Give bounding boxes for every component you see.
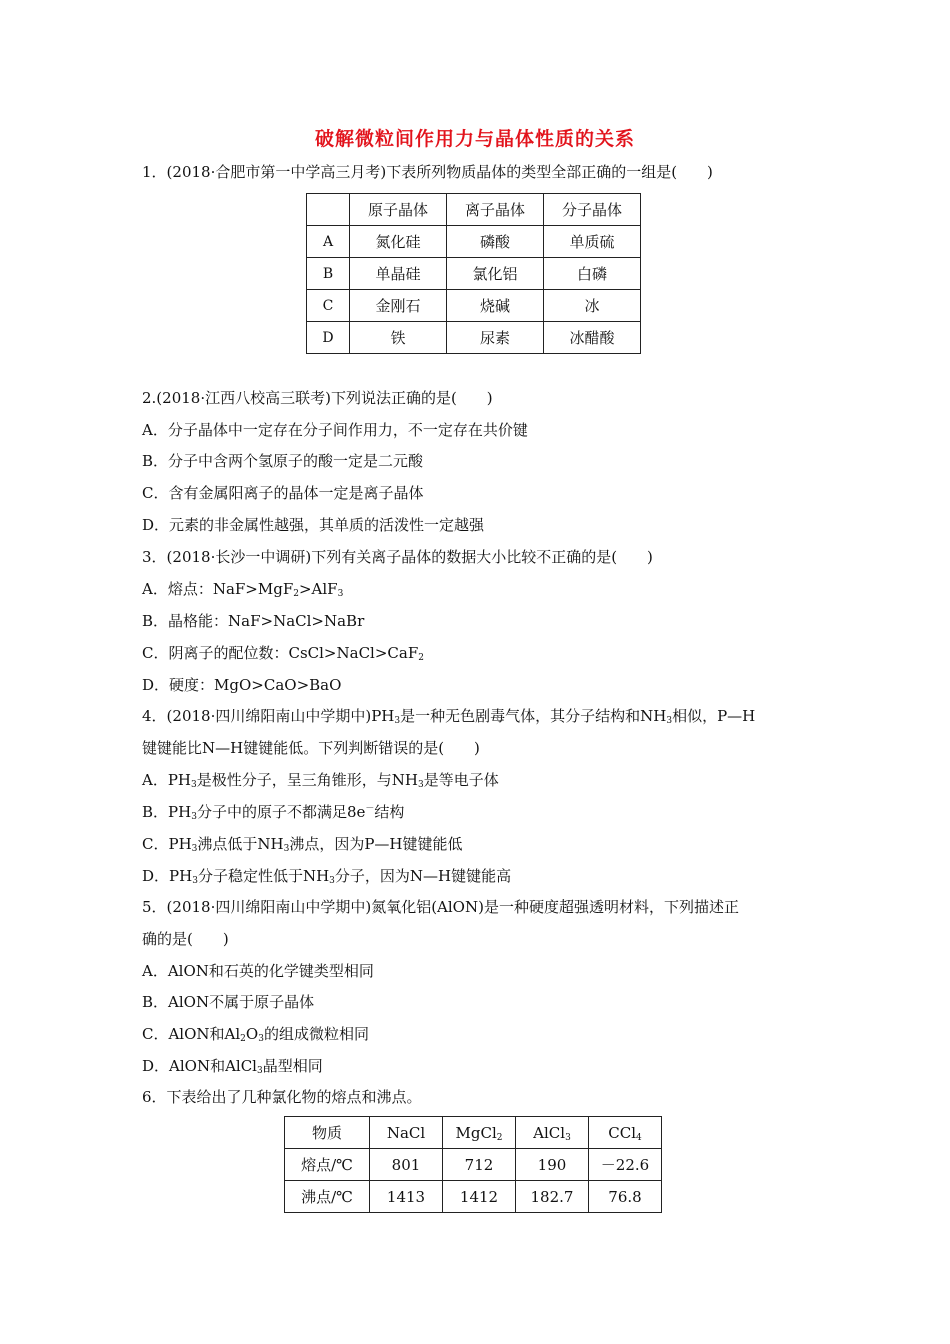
table-cell: 712 [443, 1149, 516, 1181]
text-segment: 结构 [374, 803, 405, 821]
table-cell: 沸点/℃ [285, 1181, 370, 1213]
table-header-cell: 原子晶体 [350, 194, 447, 226]
text-segment: D．AlON和AlCl [142, 1057, 257, 1075]
table-cell: C [307, 290, 350, 322]
q5-option-c [142, 1024, 369, 1044]
table-cell: D [307, 322, 350, 354]
q4-stem-line2: 键键能比N—H键键能低。下列判断错误的是( ) [142, 739, 480, 757]
q5-option-a: A．AlON和石英的化学键类型相同 [142, 962, 374, 980]
subscript: 2 [496, 1132, 503, 1143]
table-cell: 氯化铝 [447, 258, 544, 290]
table-header-row [285, 1117, 662, 1149]
table-cell: 冰醋酸 [544, 322, 641, 354]
table-header-cell: 离子晶体 [447, 194, 544, 226]
table-cell: 熔点/℃ [285, 1149, 370, 1181]
text-segment: 晶型相同 [262, 1057, 323, 1075]
text-segment: 的组成微粒相同 [263, 1025, 369, 1043]
text-segment: O [245, 1025, 259, 1043]
table-cell: A [307, 226, 350, 258]
table-row [307, 258, 641, 290]
q3-stem: 3．(2018·长沙一中调研)下列有关离子晶体的数据大小比较不正确的是( ) [142, 548, 653, 566]
q6-stem: 6．下表给出了几种氯化物的熔点和沸点。 [142, 1088, 422, 1106]
table-cell: 烧碱 [447, 290, 544, 322]
text-segment: 分子，因为N—H键键能高 [334, 867, 512, 885]
table-cell: 190 [516, 1149, 589, 1181]
document-title: 破解微粒间作用力与晶体性质的关系 [314, 128, 635, 150]
q1-table [306, 193, 641, 354]
subscript: 3 [192, 876, 198, 886]
q2-option-a: A．分子晶体中一定存在分子间作用力，不一定存在共价键 [142, 421, 528, 439]
subscript: 3 [337, 589, 344, 599]
subscript: 4 [636, 1132, 642, 1143]
q4-option-c [142, 834, 463, 854]
q5-option-b: B．AlON不属于原子晶体 [142, 993, 315, 1011]
q4-stem-line1 [142, 706, 755, 726]
text-segment: AlCl [533, 1123, 566, 1142]
subscript: 3 [258, 1034, 264, 1044]
subscript: 3 [565, 1132, 571, 1143]
subscript: 3 [191, 812, 197, 822]
text-segment: 相似，P—H [672, 707, 756, 725]
q1-stem: 1．(2018·合肥市第一中学高三月考)下表所列物质晶体的类型全部正确的一组是( ) [142, 163, 713, 181]
table-header-cell: 分子晶体 [544, 194, 641, 226]
text-segment: C．阴离子的配位数：CsCl>NaCl>CaF [142, 644, 419, 662]
table-cell: 76.8 [589, 1181, 662, 1213]
text-segment: 4．(2018·四川绵阳南山中学期中)PH [142, 707, 395, 725]
table-cell: 1412 [443, 1181, 516, 1213]
text-segment: 沸点低于NH [197, 835, 284, 853]
q3-option-c [142, 643, 424, 663]
text-segment: 是极性分子，呈三角锥形，与NH [196, 771, 418, 789]
table-row [307, 322, 641, 354]
table-cell: 白磷 [544, 258, 641, 290]
subscript: 3 [417, 780, 424, 790]
text-segment: >AlF [298, 580, 338, 598]
table-cell: 单晶硅 [350, 258, 447, 290]
subscript: 3 [256, 1066, 263, 1076]
q5-stem-line2: 确的是( ) [142, 930, 229, 948]
q3-option-b: B．晶格能：NaF>NaCl>NaBr [142, 612, 365, 630]
subscript: 3 [394, 716, 401, 726]
table-cell: 磷酸 [447, 226, 544, 258]
table-cell: 1413 [370, 1181, 443, 1213]
q3-option-d: D．硬度：MgO>CaO>BaO [142, 676, 342, 694]
q2-option-b: B．分子中含两个氢原子的酸一定是二元酸 [142, 452, 424, 470]
q4-option-d [142, 866, 511, 886]
subscript: 3 [666, 716, 673, 726]
q2-stem: 2.(2018·江西八校高三联考)下列说法正确的是( ) [142, 389, 493, 407]
q4-option-a [142, 770, 499, 790]
q2-option-c: C．含有金属阳离子的晶体一定是离子晶体 [142, 484, 424, 502]
subscript: 3 [191, 780, 197, 790]
table-header-cell [589, 1117, 662, 1149]
table-cell: －22.6 [589, 1149, 662, 1181]
q5-stem-line1: 5．(2018·四川绵阳南山中学期中)氮氧化铝(AlON)是一种硬度超强透明材料，下列描述正 [142, 898, 739, 916]
table-cell: 801 [370, 1149, 443, 1181]
table-header-cell: NaCl [370, 1117, 443, 1149]
table-row [285, 1181, 662, 1213]
table-cell: B [307, 258, 350, 290]
table-cell: 冰 [544, 290, 641, 322]
text-segment: A．熔点：NaF>MgF [142, 580, 294, 598]
table-cell: 铁 [350, 322, 447, 354]
subscript: 3 [191, 844, 198, 854]
text-segment: 分子稳定性低于NH [197, 867, 330, 885]
text-segment: CCl [608, 1123, 637, 1142]
table-cell: 金刚石 [350, 290, 447, 322]
subscript: 2 [240, 1034, 246, 1044]
q4-option-b [142, 802, 404, 822]
text-segment: D．PH [142, 867, 193, 885]
subscript: 3 [283, 844, 290, 854]
text-segment: C．AlON和Al [142, 1025, 241, 1043]
table-cell: 氮化硅 [350, 226, 447, 258]
q5-option-d [142, 1056, 323, 1076]
subscript: 2 [418, 653, 424, 663]
q6-table [284, 1116, 662, 1213]
table-cell: 尿素 [447, 322, 544, 354]
text-segment: A．PH [142, 771, 192, 789]
table-header-cell [516, 1117, 589, 1149]
table-row [307, 290, 641, 322]
text-segment: C．PH [142, 835, 192, 853]
text-segment: 沸点，因为P—H键键能低 [289, 835, 463, 853]
subscript: 2 [293, 589, 299, 599]
q3-option-a [142, 579, 343, 599]
table-header-cell: 物质 [285, 1117, 370, 1149]
table-row [285, 1149, 662, 1181]
text-segment: MgCl [455, 1123, 497, 1142]
text-segment: B．PH [142, 803, 192, 821]
subscript: 3 [329, 876, 335, 886]
table-row [307, 226, 641, 258]
superscript: － [365, 804, 375, 814]
text-segment: 分子中的原子不都满足8e [196, 803, 366, 821]
table-header-cell [443, 1117, 516, 1149]
text-segment: 是一种无色剧毒气体，其分子结构和NH [400, 707, 667, 725]
table-header-row [307, 194, 641, 226]
table-cell: 182.7 [516, 1181, 589, 1213]
table-cell: 单质硫 [544, 226, 641, 258]
q2-option-d: D．元素的非金属性越强，其单质的活泼性一定越强 [142, 516, 485, 534]
text-segment: 是等电子体 [423, 771, 499, 789]
table-cell [307, 194, 350, 226]
